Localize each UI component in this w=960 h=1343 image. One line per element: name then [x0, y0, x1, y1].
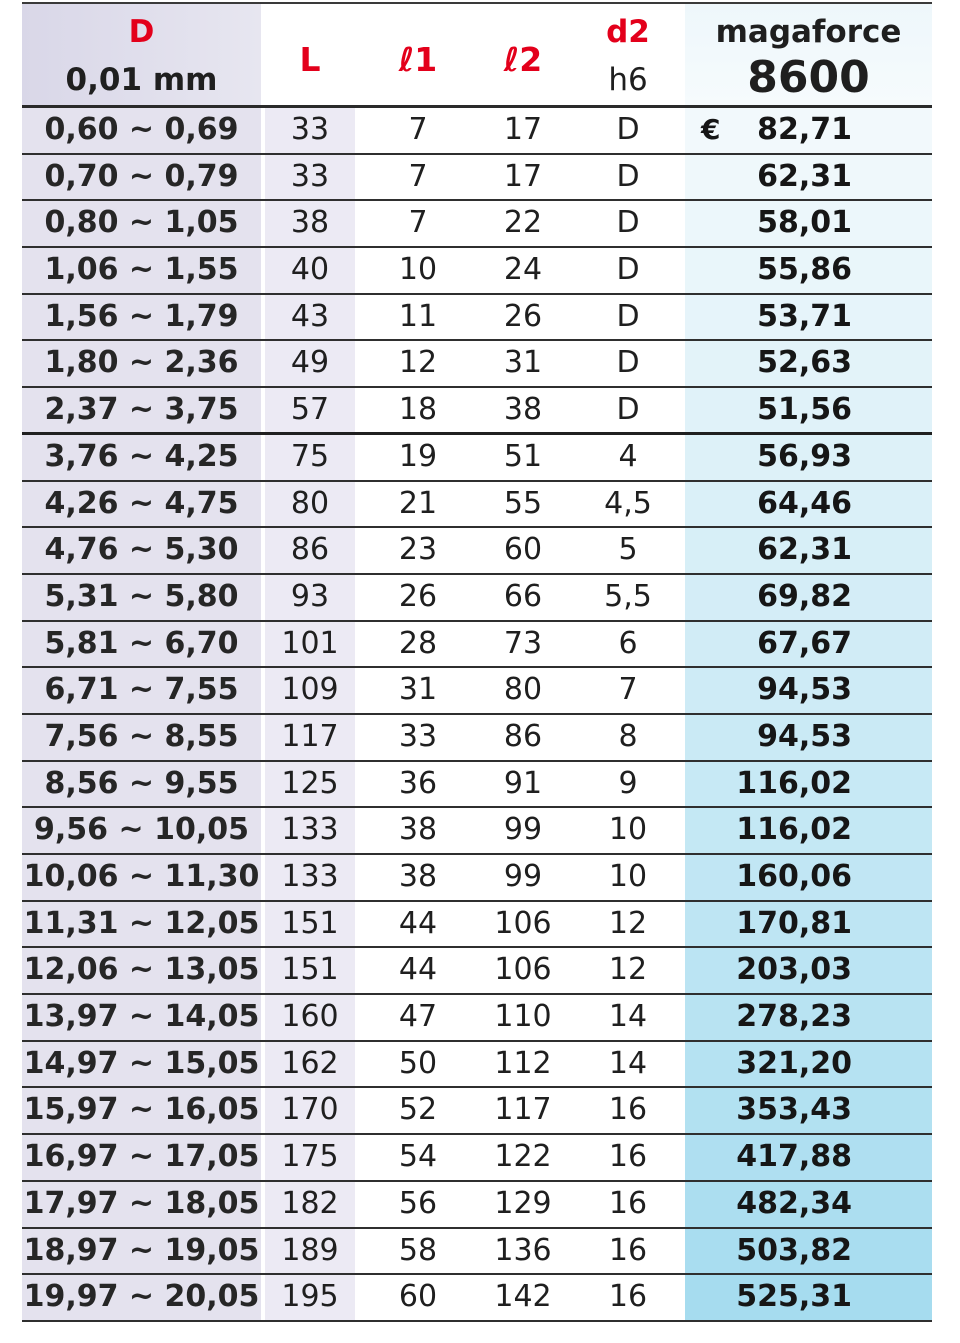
cell-diameter: 5,31 ~ 5,80: [22, 575, 261, 620]
cell-l2: 99: [503, 812, 543, 848]
cell-length: 189: [265, 1229, 355, 1274]
cell-d2: 14: [608, 1045, 648, 1081]
price-value: 53,71: [757, 298, 852, 334]
price-value: 503,82: [736, 1232, 852, 1268]
header-d2: [582, 4, 674, 105]
table-row: [22, 855, 932, 902]
header-l2-label: ℓ2: [503, 40, 543, 79]
cell-d2: D: [616, 205, 640, 241]
cell-l1: 36: [398, 765, 438, 801]
cell-d2: 6: [618, 625, 638, 661]
header-diameter: [22, 4, 261, 105]
cell-l2: 129: [494, 1185, 552, 1221]
cell-price: [685, 762, 932, 807]
currency-symbol: €: [701, 113, 721, 146]
table-row: [22, 995, 932, 1042]
cell-l1: 58: [398, 1232, 438, 1268]
cell-d2: D: [616, 252, 640, 288]
cell-d2: 4,5: [604, 485, 652, 521]
cell-l1: 44: [398, 905, 438, 941]
price-value: 417,88: [736, 1139, 852, 1175]
cell-d2: 10: [608, 859, 648, 894]
table-row: [22, 575, 932, 622]
cell-length: 109: [265, 668, 355, 713]
cell-d2: 12: [608, 905, 648, 941]
cell-price: [685, 1135, 932, 1180]
cell-diameter: 1,56 ~ 1,79: [22, 295, 261, 340]
cell-d2: D: [616, 392, 640, 428]
cell-diameter: 14,97 ~ 15,05: [22, 1042, 261, 1087]
cell-l1: 11: [398, 298, 438, 334]
cell-length: 80: [265, 482, 355, 527]
cell-diameter: 6,71 ~ 7,55: [22, 668, 261, 713]
cell-diameter: 3,76 ~ 4,25: [22, 435, 261, 480]
cell-l2: 106: [494, 905, 552, 941]
cell-l1: 38: [398, 859, 438, 894]
cell-length: 160: [265, 995, 355, 1040]
cell-price: [685, 435, 932, 480]
cell-l2: 80: [503, 672, 543, 708]
cell-l1: 18: [398, 392, 438, 428]
table-row: [22, 435, 932, 482]
header-d-unit: 0,01 mm: [65, 62, 218, 98]
cell-length: 49: [265, 341, 355, 386]
price-value: 116,02: [736, 765, 852, 801]
cell-d2: 16: [608, 1279, 648, 1315]
price-table: [22, 2, 932, 1322]
cell-price: [685, 808, 932, 853]
table-row: [22, 155, 932, 202]
cell-l2: 60: [503, 532, 543, 568]
cell-price: [685, 295, 932, 340]
cell-l1: 31: [398, 672, 438, 708]
cell-diameter: 0,80 ~ 1,05: [22, 201, 261, 246]
cell-d2: 7: [618, 672, 638, 708]
table-header: [22, 2, 932, 108]
cell-l2: 110: [494, 999, 552, 1035]
cell-l1: 33: [398, 718, 438, 754]
cell-l2: 17: [503, 112, 543, 147]
cell-length: 133: [265, 855, 355, 900]
cell-length: 33: [265, 108, 355, 153]
cell-d2: 8: [618, 718, 638, 754]
cell-l2: 26: [503, 298, 543, 334]
cell-diameter: 2,37 ~ 3,75: [22, 388, 261, 432]
price-value: 353,43: [736, 1092, 852, 1128]
cell-l2: 31: [503, 345, 543, 381]
cell-l1: 44: [398, 952, 438, 988]
cell-price: [685, 482, 932, 527]
header-l1-label: ℓ1: [398, 40, 438, 79]
cell-price: [685, 1042, 932, 1087]
price-value: 69,82: [757, 578, 852, 614]
cell-price: [685, 528, 932, 573]
table-row: [22, 388, 932, 435]
cell-diameter: 16,97 ~ 17,05: [22, 1135, 261, 1180]
cell-price: [685, 855, 932, 900]
cell-l2: 106: [494, 952, 552, 988]
cell-l1: 26: [398, 578, 438, 614]
table-row: [22, 108, 932, 155]
price-value: 55,86: [757, 252, 852, 288]
cell-l2: 112: [494, 1045, 552, 1081]
cell-diameter: 9,56 ~ 10,05: [22, 808, 261, 853]
cell-diameter: 11,31 ~ 12,05: [22, 902, 261, 947]
cell-price: [685, 1229, 932, 1274]
cell-price: [685, 201, 932, 246]
price-value: 94,53: [757, 672, 852, 708]
cell-l2: 99: [503, 859, 543, 894]
table-row: [22, 1042, 932, 1089]
table-row: [22, 201, 932, 248]
price-value: 278,23: [736, 999, 852, 1035]
cell-price: [685, 622, 932, 667]
cell-length: 151: [265, 902, 355, 947]
cell-diameter: 1,80 ~ 2,36: [22, 341, 261, 386]
cell-diameter: 17,97 ~ 18,05: [22, 1182, 261, 1227]
cell-d2: 5: [618, 532, 638, 568]
cell-length: 117: [265, 715, 355, 760]
cell-length: 170: [265, 1088, 355, 1133]
header-L-label: L: [299, 40, 321, 79]
cell-price: [685, 575, 932, 620]
cell-l1: 54: [398, 1139, 438, 1175]
cell-l1: 56: [398, 1185, 438, 1221]
header-l1: [372, 4, 464, 105]
price-value: 51,56: [757, 392, 852, 428]
price-value: 58,01: [757, 205, 852, 241]
cell-l1: 60: [398, 1279, 438, 1315]
table-row: [22, 762, 932, 809]
cell-length: 101: [265, 622, 355, 667]
table-row: [22, 902, 932, 949]
cell-d2: 16: [608, 1185, 648, 1221]
cell-l1: 47: [398, 999, 438, 1035]
table-row: [22, 1275, 932, 1322]
cell-length: 195: [265, 1275, 355, 1320]
cell-diameter: 4,26 ~ 4,75: [22, 482, 261, 527]
cell-length: 133: [265, 808, 355, 853]
cell-length: 93: [265, 575, 355, 620]
cell-diameter: 12,06 ~ 13,05: [22, 948, 261, 993]
cell-d2: 5,5: [604, 578, 652, 614]
cell-l2: 66: [503, 578, 543, 614]
price-value: 67,67: [757, 625, 852, 661]
table-row: [22, 1182, 932, 1229]
price-value: 64,46: [757, 485, 852, 521]
cell-length: 38: [265, 201, 355, 246]
cell-price: [685, 341, 932, 386]
cell-price: [685, 155, 932, 200]
cell-length: 43: [265, 295, 355, 340]
cell-price: [685, 388, 932, 432]
table-row: [22, 341, 932, 388]
price-value: 94,53: [757, 718, 852, 754]
cell-length: 151: [265, 948, 355, 993]
cell-d2: 4: [618, 438, 638, 474]
cell-l1: 28: [398, 625, 438, 661]
cell-diameter: 13,97 ~ 14,05: [22, 995, 261, 1040]
cell-l1: 38: [398, 812, 438, 848]
cell-l1: 23: [398, 532, 438, 568]
cell-price: [685, 715, 932, 760]
cell-price: [685, 1088, 932, 1133]
cell-price: [685, 668, 932, 713]
cell-length: 33: [265, 155, 355, 200]
cell-l1: 7: [408, 112, 428, 147]
table-row: [22, 622, 932, 669]
header-brand: magaforce: [715, 14, 902, 50]
cell-l2: 142: [494, 1279, 552, 1315]
header-d2-tolerance: h6: [608, 62, 648, 98]
table-row: [22, 1229, 932, 1276]
cell-diameter: 7,56 ~ 8,55: [22, 715, 261, 760]
price-value: 82,71: [757, 112, 852, 147]
cell-diameter: 4,76 ~ 5,30: [22, 528, 261, 573]
cell-length: 125: [265, 762, 355, 807]
cell-length: 162: [265, 1042, 355, 1087]
cell-l1: 21: [398, 485, 438, 521]
cell-d2: 16: [608, 1232, 648, 1268]
cell-diameter: 0,60 ~ 0,69: [22, 108, 261, 153]
price-value: 62,31: [757, 532, 852, 568]
cell-l1: 10: [398, 252, 438, 288]
table-row: [22, 668, 932, 715]
cell-length: 40: [265, 248, 355, 293]
table-row: [22, 948, 932, 995]
cell-length: 182: [265, 1182, 355, 1227]
table-body: [22, 108, 932, 1322]
price-value: 52,63: [757, 345, 852, 381]
cell-d2: 10: [608, 812, 648, 848]
price-value: 62,31: [757, 158, 852, 194]
cell-price: [685, 995, 932, 1040]
cell-d2: D: [616, 158, 640, 194]
cell-d2: D: [616, 298, 640, 334]
cell-length: 86: [265, 528, 355, 573]
cell-l2: 51: [503, 438, 543, 474]
cell-l1: 50: [398, 1045, 438, 1081]
cell-price: [685, 248, 932, 293]
cell-l1: 19: [398, 438, 438, 474]
table-row: [22, 528, 932, 575]
cell-price: [685, 1182, 932, 1227]
price-value: 170,81: [736, 905, 852, 941]
cell-diameter: 1,06 ~ 1,55: [22, 248, 261, 293]
cell-price: [685, 902, 932, 947]
table-row: [22, 482, 932, 529]
cell-l1: 12: [398, 345, 438, 381]
cell-diameter: 18,97 ~ 19,05: [22, 1229, 261, 1274]
cell-diameter: 19,97 ~ 20,05: [22, 1275, 261, 1320]
price-value: 56,93: [757, 438, 852, 474]
cell-diameter: 15,97 ~ 16,05: [22, 1088, 261, 1133]
cell-l2: 17: [503, 158, 543, 194]
cell-d2: 16: [608, 1139, 648, 1175]
cell-length: 175: [265, 1135, 355, 1180]
cell-diameter: 0,70 ~ 0,79: [22, 155, 261, 200]
cell-l2: 73: [503, 625, 543, 661]
header-length: [265, 4, 355, 105]
header-d2-label: d2: [606, 14, 650, 50]
price-value: 525,31: [736, 1279, 852, 1315]
cell-d2: D: [616, 345, 640, 381]
cell-l2: 91: [503, 765, 543, 801]
cell-l2: 117: [494, 1092, 552, 1128]
cell-diameter: 5,81 ~ 6,70: [22, 622, 261, 667]
table-row: [22, 1088, 932, 1135]
cell-l2: 136: [494, 1232, 552, 1268]
cell-d2: D: [616, 112, 640, 147]
cell-price: [685, 108, 932, 153]
cell-diameter: 10,06 ~ 11,30: [22, 855, 261, 900]
table-row: [22, 248, 932, 295]
header-price: [685, 4, 932, 105]
header-l2: [477, 4, 569, 105]
cell-l2: 38: [503, 392, 543, 428]
cell-l2: 22: [503, 205, 543, 241]
cell-l2: 24: [503, 252, 543, 288]
header-d-label: D: [128, 14, 155, 50]
table-row: [22, 1135, 932, 1182]
price-value: 203,03: [736, 952, 852, 988]
cell-length: 75: [265, 435, 355, 480]
price-value: 321,20: [736, 1045, 852, 1081]
cell-l2: 122: [494, 1139, 552, 1175]
cell-l2: 55: [503, 485, 543, 521]
cell-price: [685, 948, 932, 993]
table-row: [22, 295, 932, 342]
cell-l2: 86: [503, 718, 543, 754]
cell-l1: 52: [398, 1092, 438, 1128]
price-value: 482,34: [736, 1185, 852, 1221]
cell-d2: 16: [608, 1092, 648, 1128]
cell-d2: 14: [608, 999, 648, 1035]
cell-d2: 9: [618, 765, 638, 801]
table-row: [22, 715, 932, 762]
cell-l1: 7: [408, 158, 428, 194]
price-value: 160,06: [736, 859, 852, 894]
cell-length: 57: [265, 388, 355, 432]
header-code: 8600: [747, 52, 870, 103]
table-row: [22, 808, 932, 855]
cell-d2: 12: [608, 952, 648, 988]
cell-l1: 7: [408, 205, 428, 241]
cell-diameter: 8,56 ~ 9,55: [22, 762, 261, 807]
cell-price: [685, 1275, 932, 1320]
price-value: 116,02: [736, 812, 852, 848]
